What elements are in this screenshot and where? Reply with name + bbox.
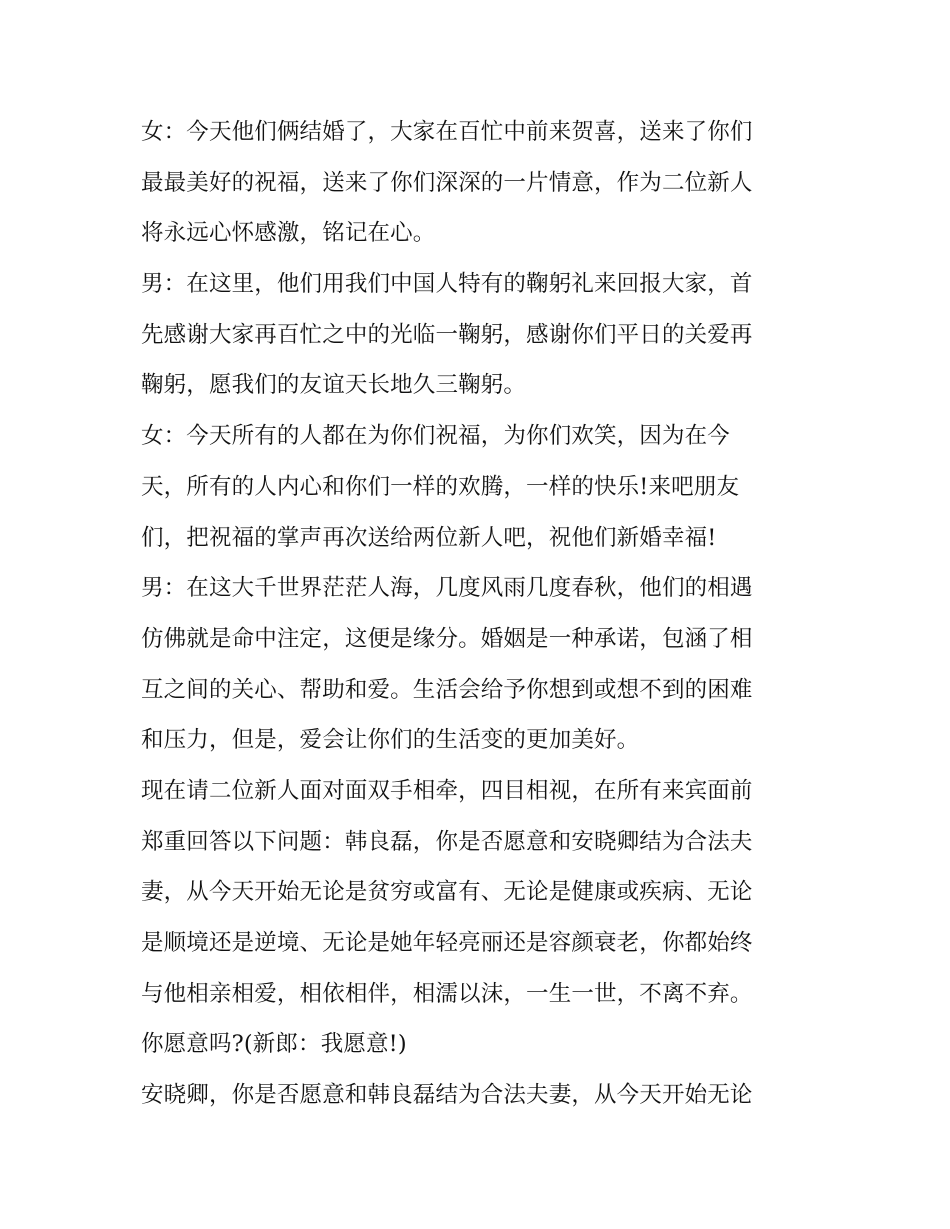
text-line: 将永远心怀感激，铭记在心。 <box>141 220 436 247</box>
text-line: 们，把祝福的掌声再次送给两位新人吧，祝他们新婚幸福! <box>141 524 717 551</box>
text-line: 互之间的关心、帮助和爱。生活会给予你想到或想不到的困难 <box>141 676 753 703</box>
text-line: 天，所有的人内心和你们一样的欢腾，一样的快乐!来吧朋友 <box>141 473 740 500</box>
text-line: 女：今天他们俩结婚了，大家在百忙中前来贺喜，送来了你们 <box>141 119 753 145</box>
text-line: 郑重回答以下问题：韩良磊，你是否愿意和安晓卿结为合法夫 <box>141 828 753 855</box>
text-line: 鞠躬，愿我们的友谊天长地久三鞠躬。 <box>141 372 527 399</box>
text-line: 仿佛就是命中注定，这便是缘分。婚姻是一种承诺，包涵了相 <box>141 625 753 652</box>
text-line: 最最美好的祝福，送来了你们深深的一片情意，作为二位新人 <box>141 169 753 196</box>
text-line: 男：在这大千世界茫茫人海，几度风雨几度春秋，他们的相遇 <box>141 575 753 602</box>
text-line: 安晓卿，你是否愿意和韩良磊结为合法夫妻，从今天开始无论 <box>141 1082 753 1109</box>
text-line: 现在请二位新人面对面双手相牵，四目相视，在所有来宾面前 <box>141 777 753 804</box>
document-body <box>141 107 821 1121</box>
text-line: 女：今天所有的人都在为你们祝福，为你们欢笑，因为在今 <box>141 423 730 450</box>
text-line: 先感谢大家再百忙之中的光临一鞠躬，感谢你们平日的关爱再 <box>141 321 753 348</box>
text-line: 是顺境还是逆境、无论是她年轻亮丽还是容颜衰老，你都始终 <box>141 930 753 956</box>
text-line: 与他相亲相爱，相依相伴，相濡以沫，一生一世，不离不弃。 <box>141 980 753 1007</box>
text-line: 妻，从今天开始无论是贫穷或富有、无论是健康或疾病、无论 <box>141 879 753 906</box>
text-line: 你愿意吗?(新郎：我愿意!) <box>141 1031 407 1058</box>
text-line: 男：在这里，他们用我们中国人特有的鞠躬礼来回报大家，首 <box>141 271 753 298</box>
text-line: 和压力，但是，爱会让你们的生活变的更加美好。 <box>141 727 640 754</box>
